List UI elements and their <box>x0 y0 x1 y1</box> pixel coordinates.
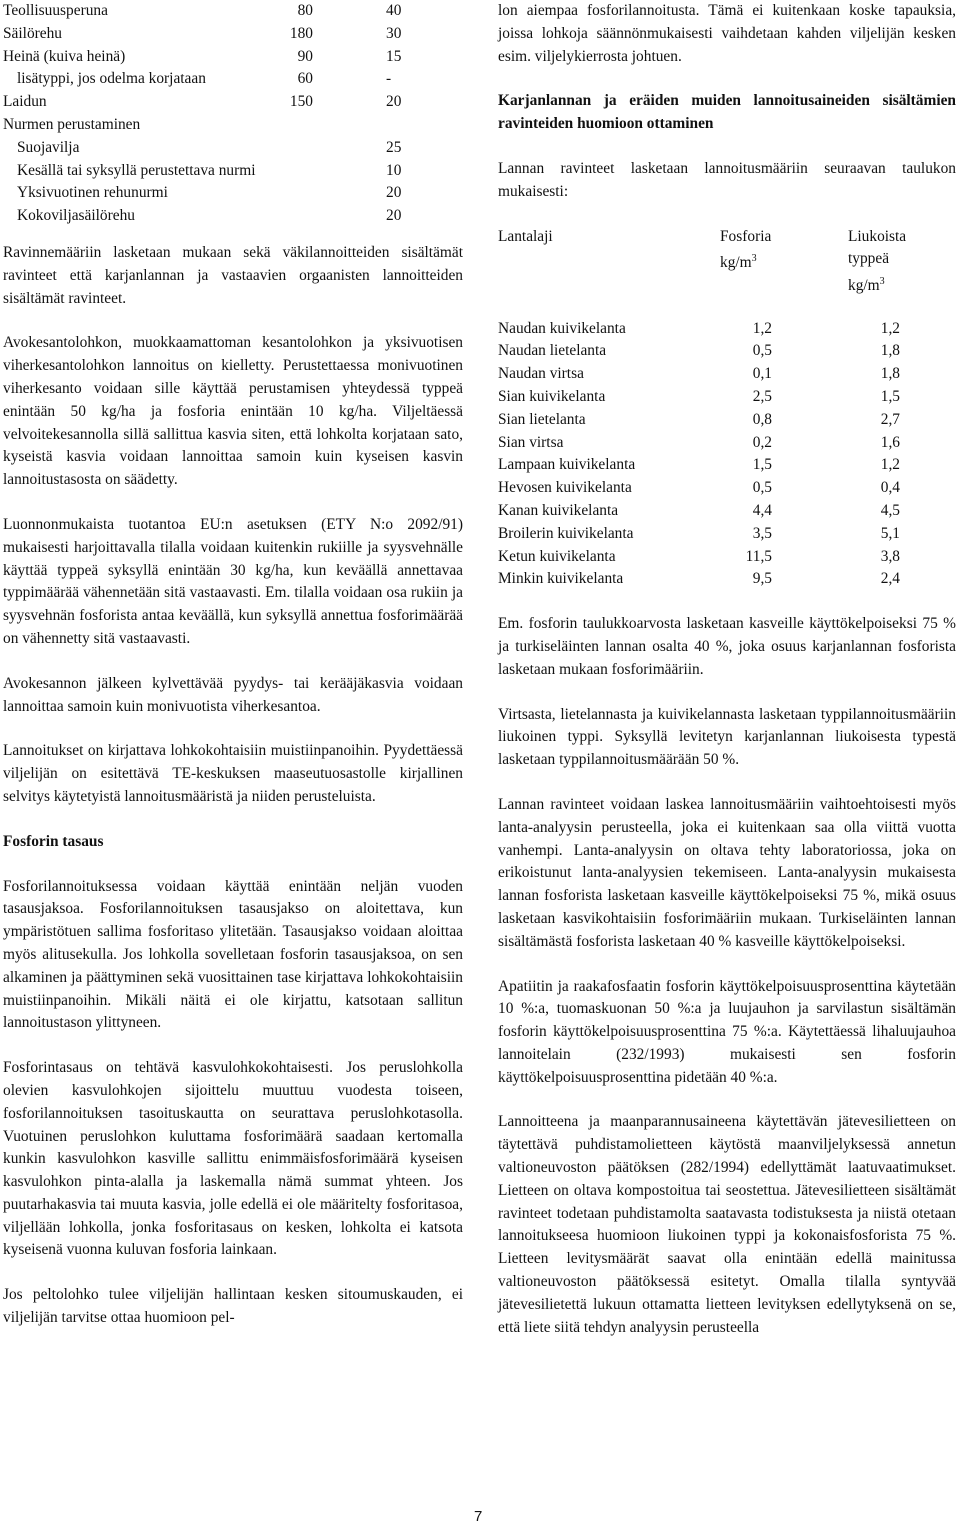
manure-typpea-value: 2,7 <box>880 410 900 428</box>
manure-typpea-value: 0,4 <box>880 479 900 497</box>
manure-typpea-value: 3,8 <box>880 547 900 565</box>
crop-typpi-value: 40 <box>386 2 402 19</box>
manure-type: Broilerin kuivikelanta <box>498 524 634 542</box>
crop-typpi-value: 15 <box>386 47 402 65</box>
manure-type: Sian lietelanta <box>498 410 586 428</box>
manure-table-header <box>498 226 956 318</box>
paragraph-liukoinen-typpi: Virtsasta, lietelannasta ja kuivikelannasta lasketaan typpilannoitusmääriin liukoinen typpi. Syksyllä levitetyn karjanlannan liukoisesta typestä lasketaan typpilannoitusmäärään 50 %. <box>498 705 956 769</box>
paragraph-avokesanto: Avokesannon jälkeen kylvettävää pyydys- tai kerääjäkasvia voidaan lannoittaa samoin kuin monivuotista viherkesantoa. <box>3 674 463 715</box>
heading-karjanlanta: Karjanlannan ja eräiden muiden lannoitusaineiden sisältämien ravinteiden huomioon ottaminen <box>498 92 956 133</box>
manure-typpea-value: 1,8 <box>880 365 900 383</box>
paragraph-tasausjakso: Fosforilannoituksessa voidaan käyttää enintään neljän vuoden tasausjaksoa. Fosforilannoituksen tasausjakso on aloitettava, kun ympäristötuen sallima fosforitaso ylitetään. Tasausjakso voidaan aloittaa myös alitusekulla. Jos lohkolla sovelletaan fosforin tasausjaksoa, on sen alkaminen ja päättyminen sekä vuosittainen tase kirjattava lohkokohtaisiin muistiinpanoihin. Mikäli näitä ei ole kirjattu, katsotaan sallitun lannoitustason ylittyneen. <box>3 877 463 1032</box>
manure-type: Minkin kuivikelanta <box>498 570 624 588</box>
manure-table-row <box>498 500 956 523</box>
crop-name: Kokoviljasäilörehu <box>17 207 135 225</box>
right-column <box>498 0 956 1339</box>
crop-name: lisätyppi, jos odelma korjataan <box>17 70 206 88</box>
manure-fosforia-value: 0,5 <box>752 342 772 360</box>
crop-name: Heinä (kuiva heinä) <box>3 47 126 65</box>
manure-table-row <box>498 318 956 341</box>
crop-name: Teollisuusperuna <box>3 2 108 19</box>
crop-fosfori-value: 180 <box>289 24 313 42</box>
manure-typpea-value: 1,2 <box>880 456 900 474</box>
paragraph-peltolohko: Jos peltolohko tulee viljelijän hallintaan kesken sitoumuskauden, ei viljelijän tarvitse ottaa huomioon pel- <box>3 1286 463 1327</box>
paragraph-kirjaukset: Lannoitukset on kirjattava lohkokohtaisiin muistiinpanoihin. Pyydettäessä viljelijän on esitettävä TE-keskuksen maaseutuosastolle kirjallinen selvitys käytetyistä lannoitusmääristä ja niiden perusteluista. <box>3 742 463 805</box>
manure-typpea-value: 1,8 <box>880 342 900 360</box>
crop-table-row <box>3 160 463 183</box>
manure-table-row <box>498 523 956 546</box>
crop-typpi-value: 25 <box>386 138 402 156</box>
manure-table-row <box>498 454 956 477</box>
manure-fosforia-value: 9,5 <box>752 570 772 588</box>
manure-table-row <box>498 340 956 363</box>
col-header-liukoista-typpea: Liukoista typpeä $kg/m^3$ <box>848 227 907 295</box>
col-header-fosforia: Fosforia $kg/m^3$ <box>720 227 772 272</box>
manure-type: Sian kuivikelanta <box>498 387 606 405</box>
manure-typpea-value: 2,4 <box>880 570 900 588</box>
manure-type: Naudan kuivikelanta <box>498 319 626 337</box>
crop-typpi-value: 20 <box>386 93 402 111</box>
manure-typpea-value: 1,2 <box>880 319 900 337</box>
crop-table-row <box>3 68 463 91</box>
paragraph-jatevesiliete: Lannoitteena ja maanparannusaineena käytettävän jätevesilietteen on täytettävä puhdistamolietteen käytöstä maanviljelyksessä annetun valtioneuvoston päätöksen (282/1994) edellyttämät laatuvaatimukset. Lietteen on oltava kompostoitua tai seostettua. Jätevesilietteen sisältämät ravinteet todetaan puhdistamolta saatavasta todistuksesta ja niistä otetaan lannoitukseesa huomioon liukoinen typpi ja kokonaisfosforista 75 %. Lietteen levitysmäärät saavat olla enintään edellä mainitussa valtioneuvoston päätöksessä esitetyt. Omalla tilalla syntyvää jätevesilietettä lukuun ottamatta lietteen levityksen edellytyksenä on se, että liete siitä tehdyn analyysin perusteella <box>498 1113 956 1336</box>
paragraph-apatiitti: Apatiitin ja raakafosfaatin fosforin käyttökelpoisuusprosenttina käytetään 10 %:a, tuomaskuonan 50 %:a ja luujauhon ja sarvilastun sisältämän fosforin käyttökelpoisuusprosenttina 75 %:a. Käytettäessä lihaluujauhoa lannoitelain (232/1993) mukaisesti sen fosforin käyttökelpoisuusprosenttina pidetään 40 %:a. <box>498 977 956 1086</box>
manure-nutrient-table <box>498 318 956 592</box>
manure-table-row <box>498 363 956 386</box>
crop-table-row <box>3 91 463 114</box>
manure-fosforia-value: 1,2 <box>752 319 772 337</box>
crop-table-row <box>3 205 463 228</box>
manure-fosforia-value: 4,4 <box>752 501 772 519</box>
manure-table-row <box>498 568 956 591</box>
manure-fosforia-value: 2,5 <box>752 387 772 405</box>
crop-table-row <box>3 46 463 69</box>
crop-fertilization-table <box>3 0 463 228</box>
manure-typpea-value: 5,1 <box>880 524 900 542</box>
crop-fosfori-value: 150 <box>289 93 313 111</box>
heading-fosforin-tasaus: Fosforin tasaus <box>3 832 104 850</box>
manure-fosforia-value: 11,5 <box>745 547 772 565</box>
manure-fosforia-value: 0,8 <box>752 410 772 428</box>
crop-name: Säilörehu <box>3 24 62 42</box>
manure-table-row <box>498 409 956 432</box>
manure-fosforia-value: 3,5 <box>752 524 772 542</box>
crop-fosfori-value: 60 <box>297 70 313 88</box>
crop-table-row <box>3 137 463 160</box>
crop-table-row <box>3 0 463 23</box>
manure-table-row <box>498 386 956 409</box>
manure-fosforia-value: 0,5 <box>752 479 772 497</box>
crop-fosfori-value: 90 <box>297 47 313 65</box>
manure-fosforia-value: 1,5 <box>752 456 772 474</box>
crop-name: Laidun <box>3 93 47 111</box>
manure-table-row <box>498 477 956 500</box>
crop-table-row <box>3 182 463 205</box>
crop-typpi-value: 20 <box>386 184 402 202</box>
crop-typpi-value: 30 <box>386 24 402 42</box>
manure-type: Naudan virtsa <box>498 365 584 383</box>
paragraph-ravinnemaarat: Ravinnemääriin lasketaan mukaan sekä väkilannoitteiden sisältämät ravinteet että karjanlannan ja vastaavien orgaanisten lannoitteiden sisältämät ravinteet. <box>3 244 463 307</box>
manure-typpea-value: 1,5 <box>880 387 900 405</box>
paragraph-fosforintasaus: Fosforintasaus on tehtävä kasvulohkokohtaisesti. Jos peruslohkolla olevien kasvulohkojen sijoittelu muuttuu vuodesta toiseen, fosforilannoituksen tasoituskautta on seurattava peruslohkotasolla. Vuotuinen peruslohkon kuluttama fosforimäärä saadaan kertomalla kunkin kasvulohkon kasville sallittu enimmäisfosforimäärä kyseisen kasvulohkon pinta-alalla ja laskemalla nämä summat yhteen. Jos puutarhakasvia tai muuta kasvia, jolle edellä ei ole määritelty fosforitasoa, viljellään lohkolla, jonka fosforitasaus on kesken, lohkolta ei katsota kyseisenä vuonna kuluvan fosforia lainkaan. <box>3 1059 463 1259</box>
page-number: 7 <box>474 1508 483 1525</box>
left-column <box>3 0 463 1330</box>
manure-type: Sian virtsa <box>498 433 564 451</box>
manure-table-row <box>498 546 956 569</box>
paragraph-jatko: lon aiempaa fosforilannoitusta. Tämä ei kuitenkaan koske tapauksia, joissa lohkoja säännönmukaisesti vaihdetaan kahden viljelijän kesken esim. viljelykierrosta johtuen. <box>498 2 956 65</box>
crop-typpi-value: - <box>386 70 392 88</box>
crop-name: Suojavilja <box>17 138 80 156</box>
manure-typpea-value: 4,5 <box>880 501 900 519</box>
manure-typpea-value: 1,6 <box>880 433 900 451</box>
paragraph-taulukko-intro: Lannan ravinteet lasketaan lannoitusmääriin seuraavan taulukon mukaisesti: <box>498 159 956 200</box>
paragraph-kesanto: Avokesantolohkon, muokkaamattoman kesantolohkon ja yksivuotisen viherkesantolohkon lannoitus on kielletty. Perustettaessa monivuotinen viherkesanto voidaan sille käyttää perustamisen yhteydessä typpeä enintään 50 kg/ha ja fosforia enintään 10 kg/ha. Viljeltäessä velvoitekesannolla sillä sallittua kasvia siten, että lohkolta korjataan sato, kyseistä kasvia voidaan lannoittaa samoin kuin kyseisen kasvin lannoitustasosta on säädetty. <box>3 334 463 489</box>
crop-name: Nurmen perustaminen <box>3 116 141 133</box>
crop-fosfori-value: 80 <box>297 2 313 19</box>
paragraph-kayttokelpoisuus: Em. fosforin taulukkoarvosta lasketaan kasveille käyttökelpoiseksi 75 % ja turkiseläinten lannan osalta 40 %, joka osuus karjanlannan fosforista lasketaan mukaan fosforimääriin. <box>498 615 956 678</box>
paragraph-lanta-analyysi: Lannan ravinteet voidaan laskea lannoitusmääriin vaihtoehtoisesti myös lanta-analyysin perusteella, joka ei kuitenkaan saa olla viittä vuotta vanhempi. Lanta-analyysin on oltava tehty laboratoriossa, joka on erikoistunut lanta-analyysien tekemiseen. Lanta-analyysin mukaisesta lannan fosforista lasketaan kasveille käyttökelpoiseksi 75 %, mikä osuus lasketaan kasvikohtaisiin fosforimääriin mukaan. Turkiseläinten lannan sisältämästä fosforista lasketaan 40 % kasveille käyttökelpoiseksi. <box>498 795 956 950</box>
manure-type: Kanan kuivikelanta <box>498 501 619 519</box>
crop-name: Kesällä tai syksyllä perustettava nurmi <box>17 161 256 179</box>
crop-name: Yksivuotinen rehunurmi <box>17 184 168 202</box>
crop-table-row <box>3 114 463 137</box>
manure-type: Ketun kuivikelanta <box>498 547 616 565</box>
crop-typpi-value: 20 <box>386 207 402 225</box>
manure-type: Hevosen kuivikelanta <box>498 479 632 497</box>
manure-type: Naudan lietelanta <box>498 342 607 360</box>
col-header-lantalaji: Lantalaji <box>498 227 553 245</box>
crop-typpi-value: 10 <box>386 161 402 179</box>
manure-fosforia-value: 0,1 <box>752 365 772 383</box>
manure-type: Lampaan kuivikelanta <box>498 456 636 474</box>
crop-table-row <box>3 23 463 46</box>
manure-fosforia-value: 0,2 <box>752 433 772 451</box>
paragraph-luomu: Luonnonmukaista tuotantoa EU:n asetuksen (ETY N:o 2092/91) mukaisesti harjoittavalla tilalla voidaan kuitenkin rukiille ja syysvehnälle käyttää typpeä syksyllä enintään 30 kg/ha, kun keväällä annettavaa typpimäärää vähennetään sitä vastaavasti. Em. tilalla voidaan osa rukiin ja syysvehnän fosforista antaa keväällä, kun syksyllä annettua fosforimäärää on vähennetty sitä vastaavasti. <box>3 515 463 647</box>
manure-table-row <box>498 432 956 455</box>
